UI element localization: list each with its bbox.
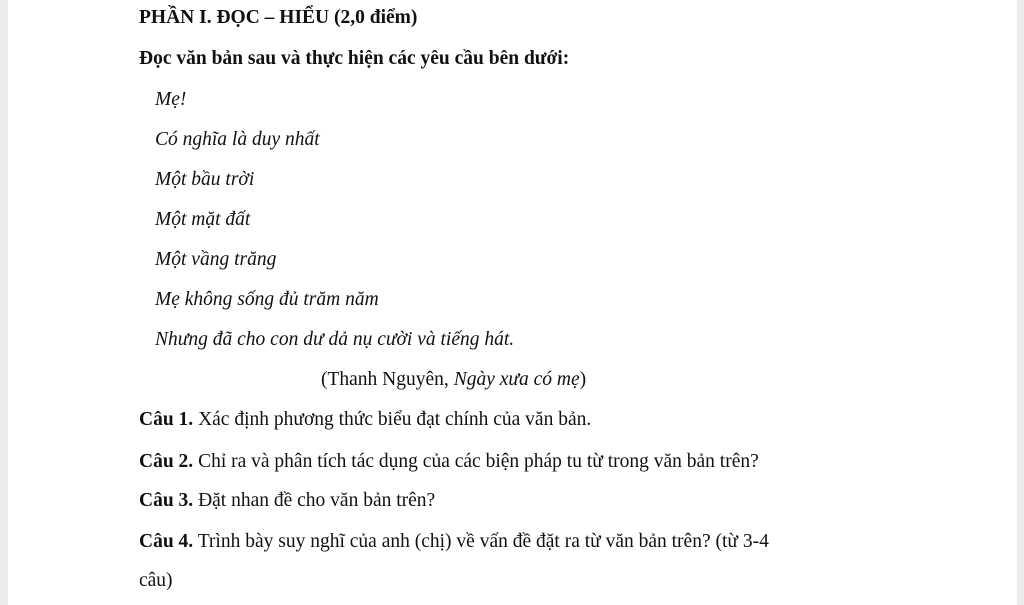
question-3: [139, 489, 435, 513]
question-label: Câu 4.: [139, 531, 194, 552]
question-text: Đặt nhan đề cho văn bản trên?: [193, 490, 436, 511]
question-label: Câu 1.: [139, 409, 194, 430]
poem-line: Mẹ!: [155, 89, 187, 110]
instruction-line: Đọc văn bản sau và thực hiện các yêu cầu bên dưới:: [139, 48, 570, 69]
question-text: Trình bày suy nghĩ của anh (chị) về vấn đề đặt ra từ văn bản trên? (từ 3-4: [193, 531, 769, 552]
document-page: [8, 0, 1017, 605]
question-text: Xác định phương thức biểu đạt chính của văn bản.: [193, 409, 592, 430]
poem-line: Một vầng trăng: [155, 249, 277, 270]
question-text: Chỉ ra và phân tích tác dụng của các biện pháp tu từ trong văn bản trên?: [193, 451, 759, 472]
question-label: Câu 2.: [139, 451, 194, 472]
poem-line: Mẹ không sống đủ trăm năm: [155, 289, 379, 310]
source-title: Ngày xưa có mẹ: [453, 369, 580, 390]
poem-line: Một mặt đất: [155, 209, 251, 230]
poem-source: [321, 368, 586, 392]
source-close: ): [579, 369, 587, 390]
question-4: [139, 530, 769, 554]
question-2: [139, 450, 759, 474]
poem-line: Có nghĩa là duy nhất: [155, 129, 320, 150]
question-4-continuation: câu): [139, 570, 173, 591]
section-heading: PHẦN I. ĐỌC – HIỂU (2,0 điểm): [139, 7, 418, 28]
source-open: (Thanh Nguyên,: [321, 369, 454, 390]
poem-line: Một bầu trời: [155, 169, 255, 190]
poem-line: Nhưng đã cho con dư dả nụ cười và tiếng hát.: [155, 329, 515, 350]
question-label: Câu 3.: [139, 490, 194, 511]
question-1: [139, 408, 591, 432]
